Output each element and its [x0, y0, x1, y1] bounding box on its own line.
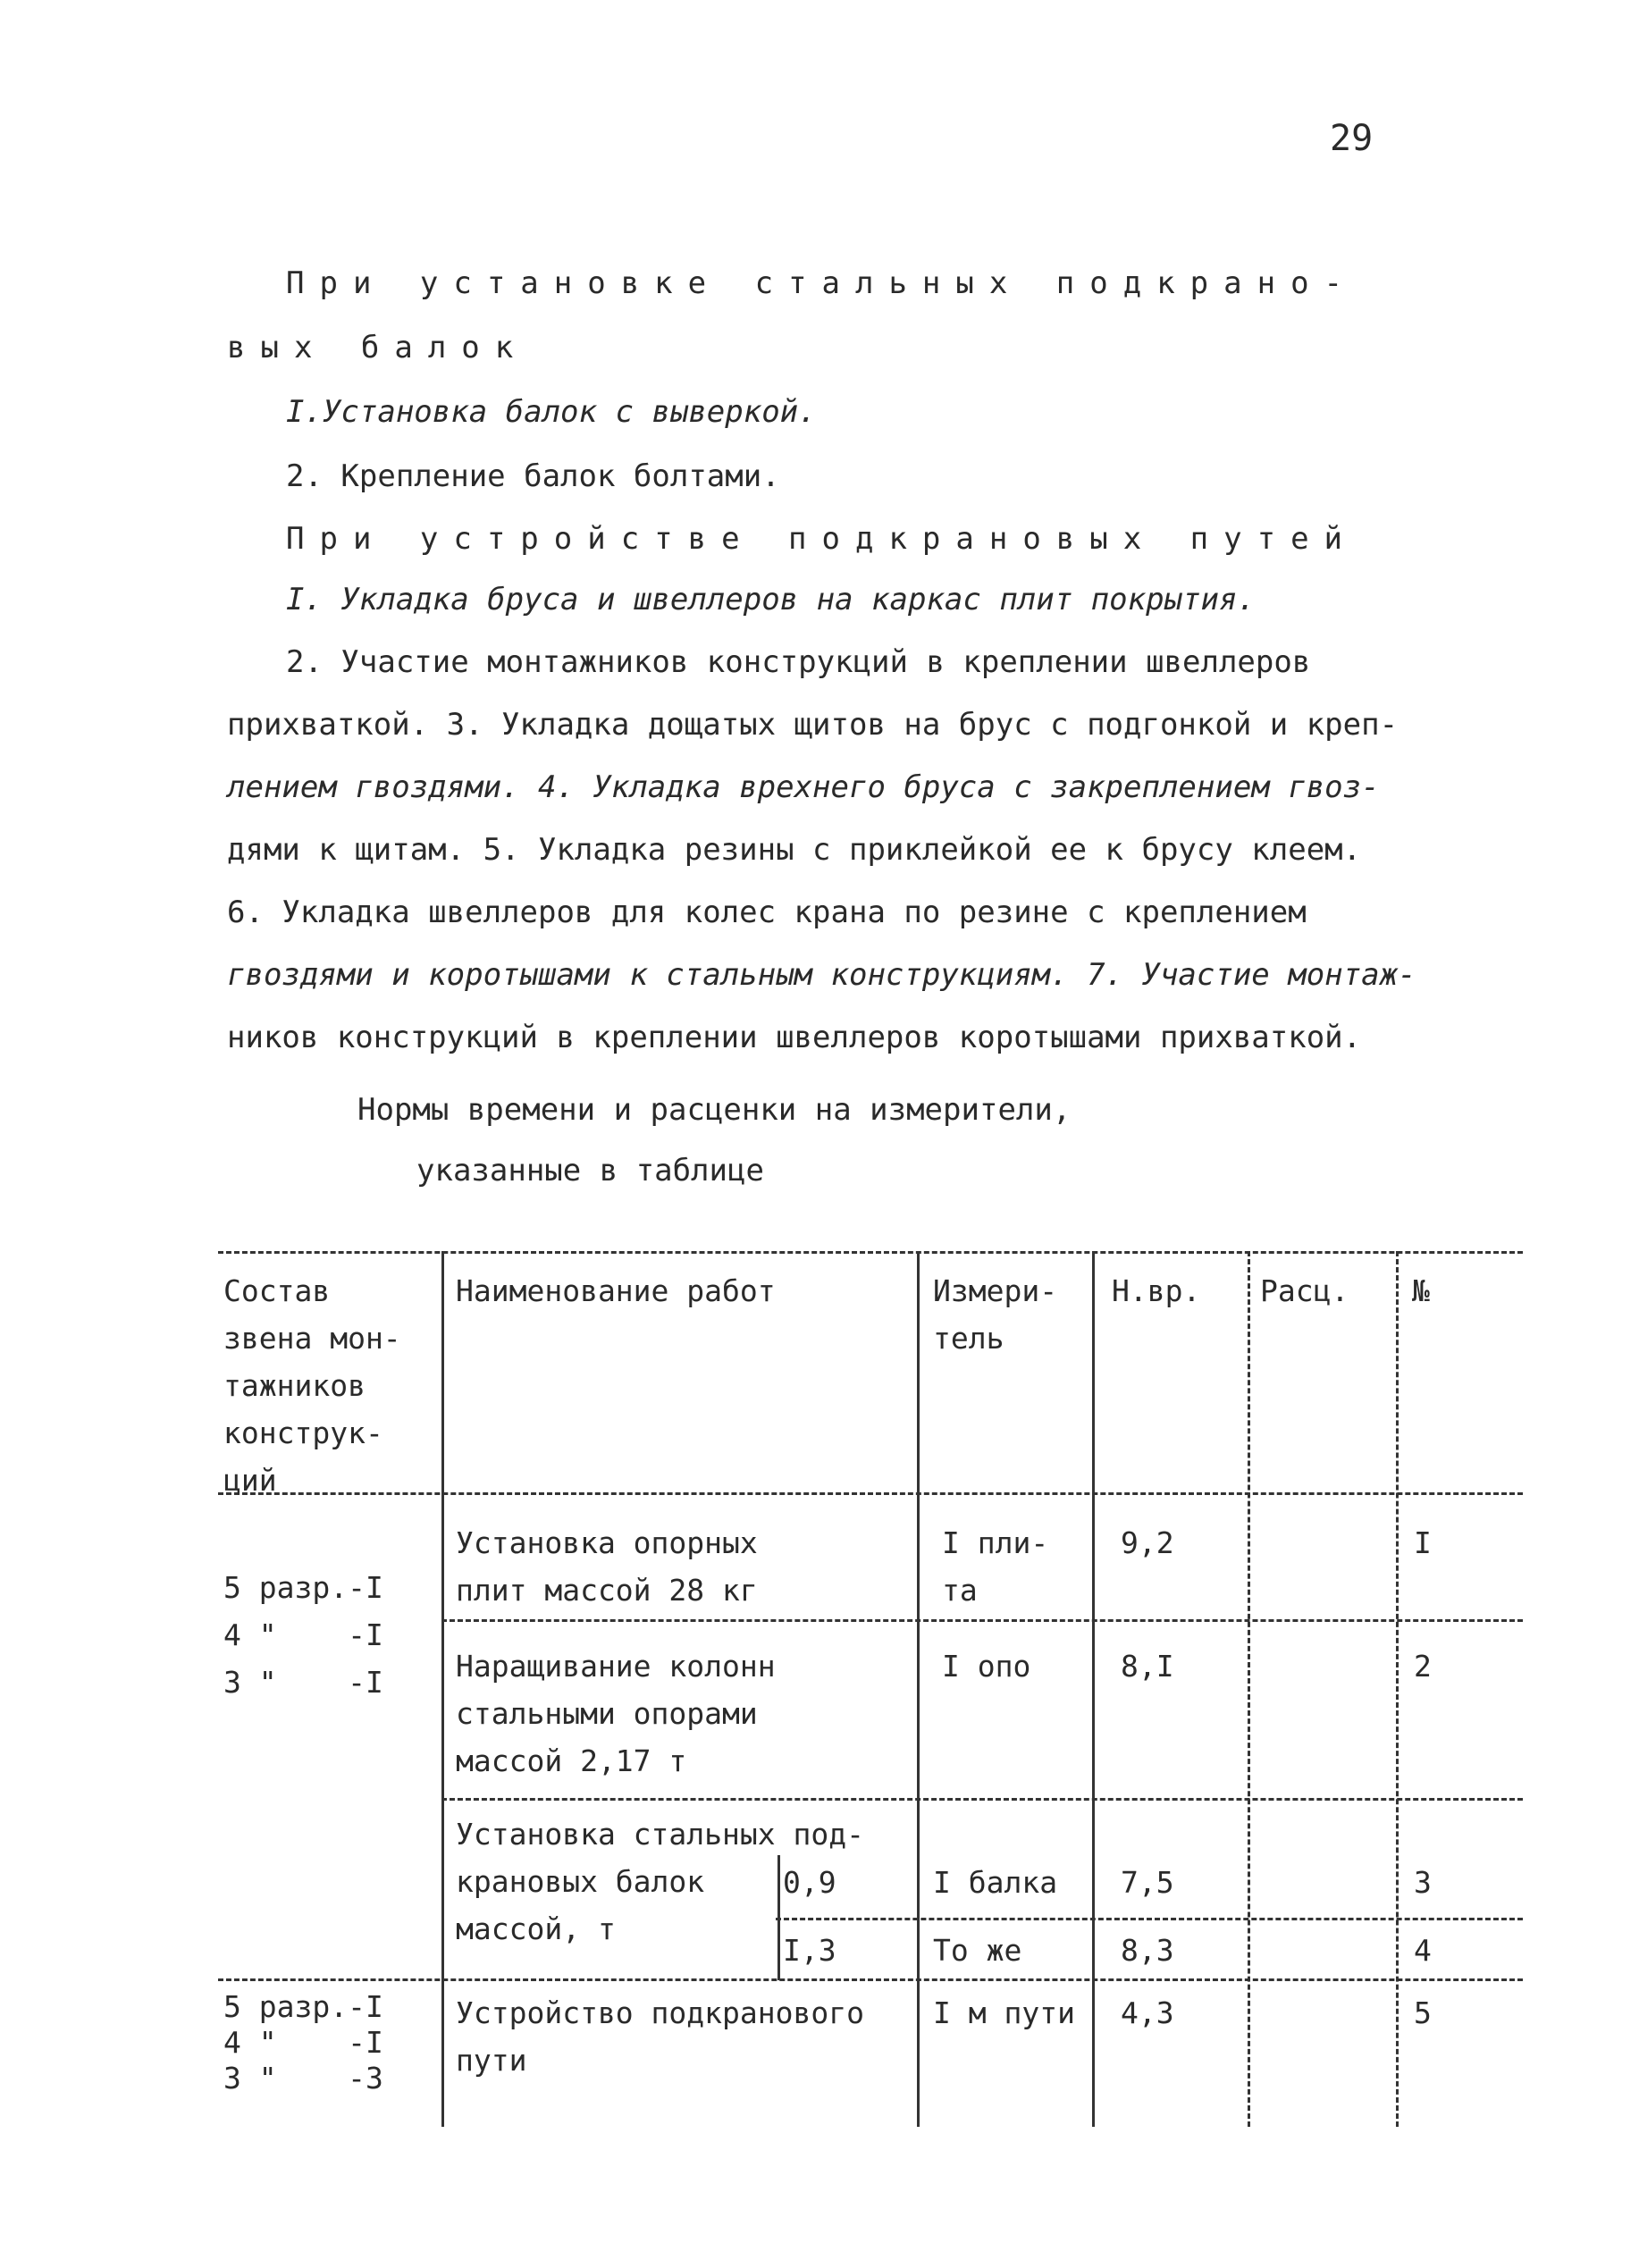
crew-group-1: 5 разр.-I 4 " -I 3 " -I: [223, 1570, 383, 1700]
header-norm: Н.вр.: [1112, 1273, 1201, 1308]
row2-norm: 8,I: [1121, 1649, 1174, 1684]
norms-table: [218, 1251, 1523, 2127]
section2-line: I. Укладка бруса и швеллеров на каркас плит покрытия.: [286, 582, 1256, 617]
row2-work: Наращивание колонн стальными опорами массой 2,17 т: [456, 1649, 776, 1778]
section2-line: 6. Укладка швеллеров для колес крана по резине с креплением: [227, 895, 1307, 930]
table-caption-line1: Нормы времени и расценки на измерители,: [357, 1092, 1072, 1128]
table-border-top: [218, 1251, 1523, 1254]
col-divider: [1092, 1251, 1095, 2127]
col-divider: [917, 1251, 920, 2127]
col-divider: [1248, 1251, 1250, 2127]
row1-work: Установка опорных плит массой 28 кг: [456, 1525, 758, 1608]
section2-line: гвоздями и коротышами к стальным конструкциям. 7. Участие монтаж-: [227, 957, 1416, 993]
table-header-divider: [218, 1492, 1523, 1495]
table-caption-line2: указанные в таблице: [416, 1153, 764, 1189]
row4-number: 4: [1414, 1933, 1432, 1968]
page-number: 29: [1330, 118, 1374, 159]
header-price: Расц.: [1260, 1273, 1349, 1308]
row4-mass: I,3: [783, 1933, 836, 1968]
row2-number: 2: [1414, 1649, 1432, 1684]
section1-item: 2. Крепление балок болтами.: [286, 458, 780, 494]
header-unit: Измери- тель: [933, 1273, 1058, 1356]
row3-number: 3: [1414, 1865, 1432, 1900]
header-number: №: [1412, 1273, 1430, 1308]
row1-unit: I пли- та: [942, 1525, 1049, 1608]
row5-work: Устройство подкранового пути: [456, 1995, 864, 2078]
header-work-name: Наименование работ: [456, 1273, 776, 1308]
row3-norm: 7,5: [1121, 1865, 1174, 1900]
row-divider: [441, 1798, 1523, 1801]
row-divider: [218, 1978, 1523, 1981]
col-divider: [441, 1251, 444, 2127]
section2-line: дями к щитам. 5. Укладка резины с приклейкой ее к брусу клеем.: [227, 832, 1362, 868]
row2-unit: I опо: [942, 1649, 1031, 1684]
section1-heading-line1: При установке стальных подкрано-: [286, 265, 1358, 301]
row5-number: 5: [1414, 1995, 1432, 2030]
row1-number: I: [1414, 1525, 1432, 1560]
row3-work: Установка стальных под- крановых балок массой, т: [456, 1817, 864, 1946]
section1-item: I.Установка балок с выверкой.: [286, 394, 817, 430]
row5-unit: I м пути: [933, 1995, 1075, 2030]
section2-line: 2. Участие монтажников конструкций в креплении швеллеров: [286, 644, 1311, 680]
row3-mass: 0,9: [783, 1865, 836, 1900]
row1-norm: 9,2: [1121, 1525, 1174, 1560]
row5-norm: 4,3: [1121, 1995, 1174, 2030]
header-crew: Состав звена мон- тажников конструк- ций: [223, 1273, 401, 1498]
section2-line: лением гвоздями. 4. Укладка врехнего бруса с закреплением гвоз-: [227, 769, 1380, 805]
row-divider: [441, 1619, 1523, 1622]
section2-line: ников конструкций в креплении швеллеров коротышами прихваткой.: [227, 1020, 1362, 1055]
row4-norm: 8,3: [1121, 1933, 1174, 1968]
section2-line: прихваткой. 3. Укладка дощатых щитов на брус с подгонкой и креп-: [227, 707, 1399, 743]
row4-unit: То же: [933, 1933, 1022, 1968]
crew-group-2: 5 разр.-I 4 " -I 3 " -3: [223, 1989, 383, 2096]
row3-unit: I балка: [933, 1865, 1058, 1900]
col-divider: [1396, 1251, 1399, 2127]
section2-heading: При устройстве подкрановых путей: [286, 521, 1358, 557]
section1-heading-line2: вых балок: [227, 330, 529, 365]
row-divider: [776, 1918, 1523, 1920]
